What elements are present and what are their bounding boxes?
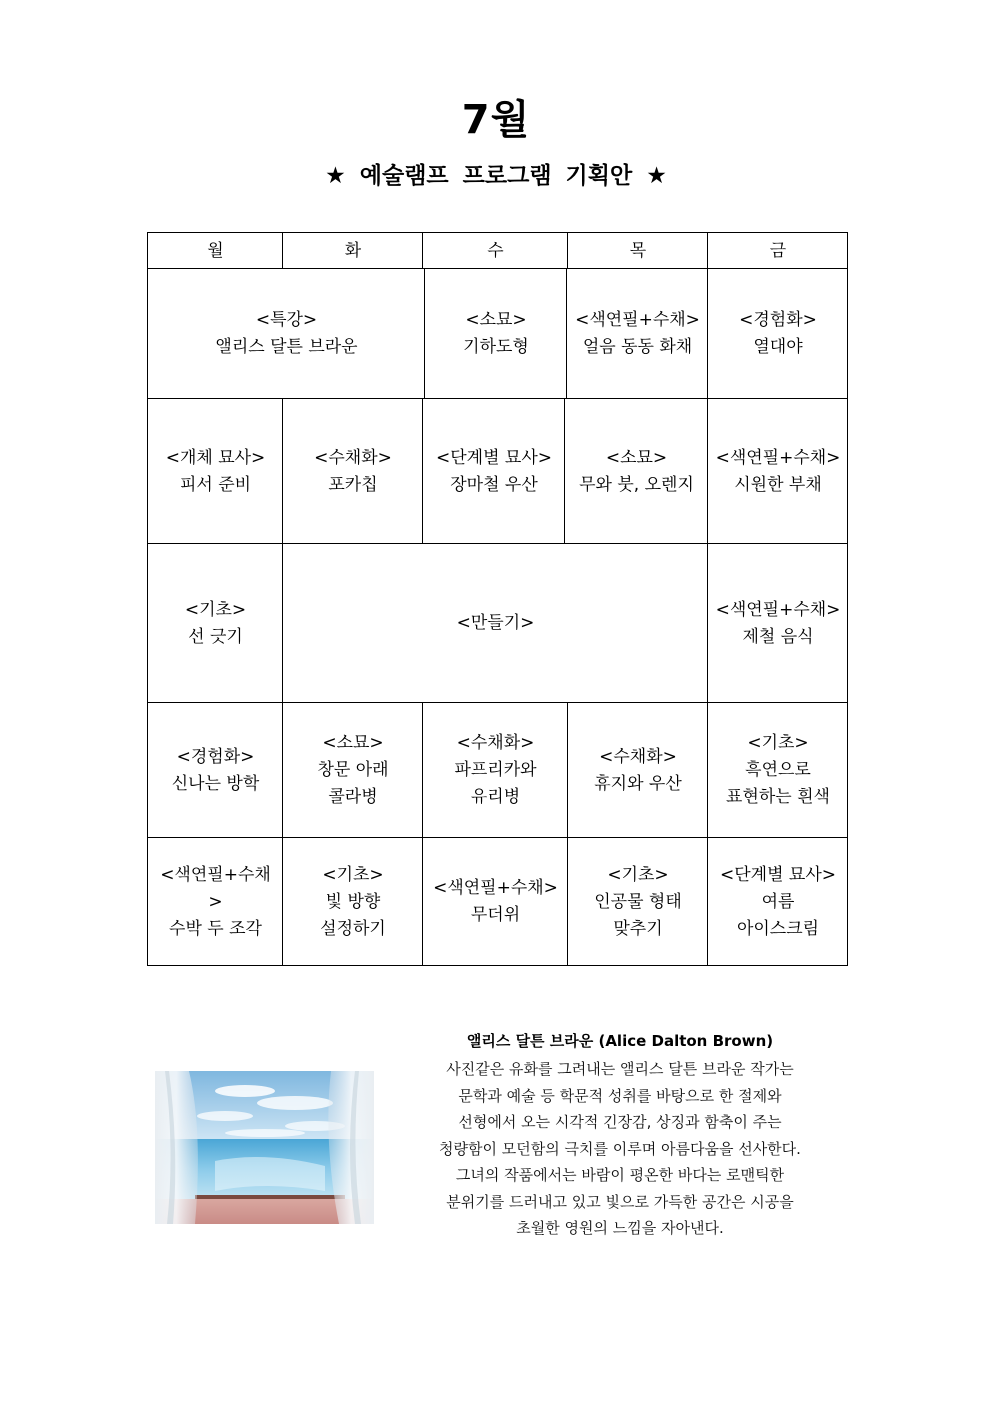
grid-line [148,837,848,838]
grid-line [567,233,568,269]
cell-tag: <색연필+수채> [433,878,558,898]
schedule-cell [423,703,568,838]
cell-text: 맞추기 [613,918,663,939]
description-line: 사진같은 유화를 그려내는 앨리스 달튼 브라운 작가는 [446,1060,794,1078]
page-title: 7월 [461,97,531,143]
schedule-cell [148,399,283,544]
description-line: 분위기를 드러내고 있고 빛으로 가득한 공간은 시공을 [446,1192,794,1211]
grid-line [707,703,708,966]
schedule-cell [708,703,848,838]
schedule-cell [708,544,848,703]
cell-tag: <단계별 묘사> [435,447,552,468]
cell-tag: <수채화> [599,746,677,767]
schedule-cell [425,269,567,399]
day-header-wed: 수 [487,240,504,261]
cell-text: 신나는 방학 [171,773,260,794]
cell-text: 휴지와 우산 [594,773,682,794]
cell-tag: <경험화> [176,746,255,767]
schedule-cell [708,838,848,966]
cell-text: 선 긋기 [188,626,243,647]
grid-line [566,269,567,399]
cell-text: 앨리스 달튼 브라운 [215,337,358,357]
cell-text: 창문 아래 [317,760,389,780]
cell-tag: <기초> [322,864,384,885]
cell-text: 인공물 형태 [594,891,682,912]
description-line: 그녀의 작품에서는 바람이 평온한 바다는 로맨틱한 [455,1166,785,1184]
cell-tag: <기초> [184,599,247,620]
page-subtitle: ★ 예술램프 프로그램 기획안 ★ [325,163,667,189]
cell-tag: <단계별 묘사> [719,864,836,885]
cell-text: 빛 방향 [325,891,381,912]
day-header-thu: 목 [629,240,647,261]
cell-tag: <특강> [255,310,318,330]
cell-text: 얼음 동동 화채 [582,337,693,357]
schedule-cell [423,399,565,544]
cell-text: 콜라병 [328,787,378,807]
grid-line [282,399,283,544]
schedule-cell [148,838,283,966]
schedule-cell [148,544,283,703]
cell-text: 무와 붓, 오렌지 [579,474,694,495]
grid-line [422,703,423,966]
schedule-cell [148,703,283,838]
cell-tag: <개체 묘사> [165,447,266,468]
cell-text: 시원한 부채 [734,474,822,495]
cell-tag: <소묘> [465,310,527,330]
cell-text: 파프리카와 [454,760,537,780]
schedule-cell [283,703,423,838]
cell-text: 흑연으로 [745,760,811,780]
cell-text: 열대야 [753,337,803,357]
schedule-cell [708,269,848,399]
cell-tag: <색연필+수채 [160,864,271,885]
grid-line [282,544,283,703]
grid-line [424,269,425,399]
schedule-cell [568,838,708,966]
grid-line [282,703,283,966]
cell-tag: <수채화> [314,447,392,468]
grid-line [567,703,568,966]
cell-text: 유리병 [470,787,521,807]
grid-line [148,702,848,703]
grid-line [282,233,283,269]
cell-text: 아이스크림 [736,918,820,939]
cell-tag: <기초> [747,733,809,753]
grid-line [707,233,708,269]
schedule-cell [283,838,423,966]
cell-text: 피서 준비 [179,474,252,495]
description-line: 선형에서 오는 시각적 긴장감, 상징과 함축이 주는 [458,1113,782,1131]
grid-line [707,269,708,399]
grid-line [422,399,423,544]
schedule-cell [567,269,708,399]
day-header-fri: 금 [769,240,787,261]
cell-tag: <소묘> [322,733,384,753]
schedule-cell [565,399,708,544]
cell-text: 수박 두 조각 [169,918,262,939]
grid-line [707,544,708,703]
grid-line [148,398,848,399]
cell-tag: <수채화> [456,733,535,753]
grid-line [564,399,565,544]
description-line: 문학과 예술 등 학문적 성취를 바탕으로 한 절제와 [458,1086,782,1105]
schedule-cell [568,703,708,838]
cell-text: 무더위 [470,905,521,925]
cell-tag: <색연필+수채> [575,310,700,330]
grid-line [422,233,423,269]
painting-image [155,1071,374,1224]
artist-title: 앨리스 달튼 브라운 (Alice Dalton Brown) [466,1032,774,1050]
cell-tag: <소묘> [605,447,668,468]
grid-line [707,399,708,544]
cell-tag: <색연필+수채> [715,599,841,620]
cell-tag: <기초> [607,864,669,885]
cell-text: 포카칩 [328,474,378,495]
description-line: 청량함이 모던함의 극치를 이루며 아름다움을 선사한다. [439,1139,801,1158]
schedule-cell [283,544,708,703]
day-header-mon: 월 [207,240,224,261]
cell-tag: <만들기> [456,613,535,633]
cell-text: > [208,891,223,912]
cell-text: 설정하기 [320,918,386,939]
grid-line [148,543,848,544]
cell-text: 표현하는 흰색 [726,787,830,807]
schedule-cell [148,269,425,399]
schedule-cell [708,399,848,544]
cell-tag: <경험화> [739,310,817,330]
day-header-tue: 화 [344,240,362,261]
cell-tag: <색연필+수채> [715,447,841,468]
cell-text: 기하도형 [463,337,529,357]
cell-text: 제철 음식 [742,626,814,647]
grid-line [148,268,848,269]
description-line: 초월한 영원의 느낌을 자아낸다. [516,1219,724,1237]
cell-text: 장마철 우산 [450,474,538,495]
schedule-cell [283,399,423,544]
schedule-cell [423,838,568,966]
schedule-table [147,232,848,966]
artist-description [400,1056,840,1242]
cell-text: 여름 [761,891,795,912]
